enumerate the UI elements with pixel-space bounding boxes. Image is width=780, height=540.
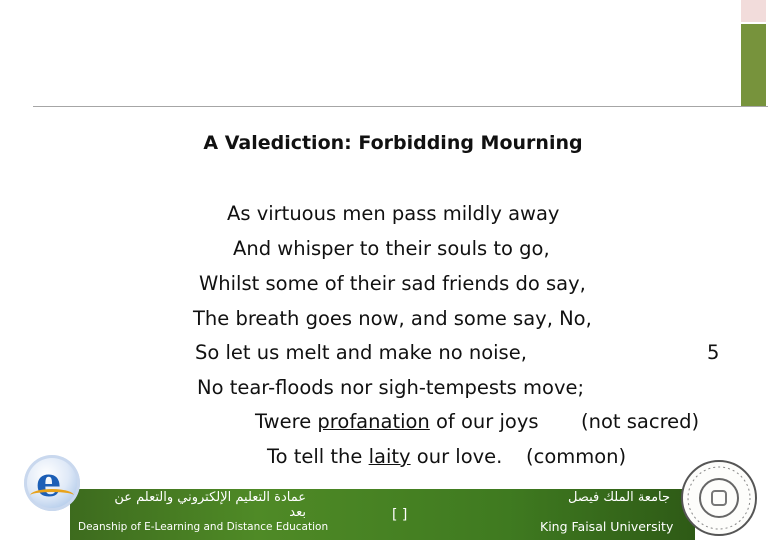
e-learning-logo-icon: e (24, 455, 80, 511)
university-english: King Faisal University (540, 519, 674, 534)
poem-line-3: Whilst some of their sad friends do say, (199, 272, 586, 295)
university-arabic: جامعة الملك فيصل (567, 490, 671, 505)
poem-line-8-post: our love. (410, 445, 503, 468)
slide-title (0, 132, 780, 154)
deanship-english: Deanship of E-Learning and Distance Education (78, 521, 329, 533)
gloss-common: (common) (526, 445, 627, 468)
deanship-arabic: عمادة التعليم الإلكتروني والتعلم عن بعد (114, 490, 306, 520)
line-number: 5 (707, 341, 720, 364)
poem-line-7 (255, 410, 539, 433)
header-divider (33, 106, 768, 107)
poem-line-2: And whisper to their souls to go, (233, 237, 550, 260)
university-seal-icon (681, 460, 757, 536)
accent-green-bar (741, 24, 766, 106)
underlined-word-profanation: profanation (317, 410, 430, 433)
underlined-word-laity: laity (368, 445, 411, 468)
poem-line-8 (267, 445, 502, 468)
poem-line-6: No tear-floods nor sigh-tempests move; (197, 376, 585, 399)
gloss-not-sacred: (not sacred) (581, 410, 700, 433)
poem-line-7-post: of our joys (429, 410, 539, 433)
poem-line-4: The breath goes now, and some say, No, (193, 307, 592, 330)
poem-line-7-pre: Twere (255, 410, 318, 433)
page-number-brackets: [ ] (392, 507, 408, 523)
poem-line-8-pre: To tell the (267, 445, 369, 468)
accent-top-block (741, 0, 766, 22)
poem-line-5: So let us melt and make no noise, (195, 341, 527, 364)
poem-line-1: As virtuous men pass mildly away (227, 202, 560, 225)
slide-title-text: A Valediction: Forbidding Mourning (203, 132, 583, 154)
